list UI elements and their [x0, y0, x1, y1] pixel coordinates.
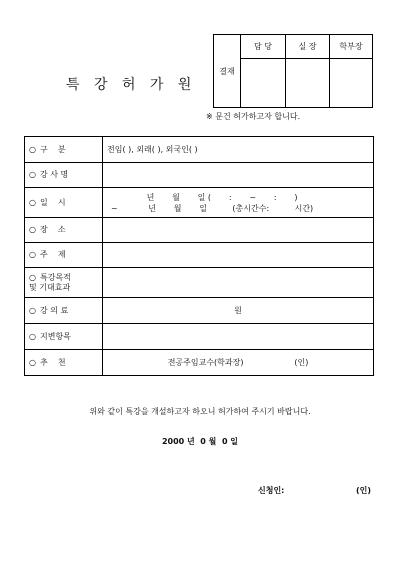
form-row-category	[25, 137, 373, 163]
location-field[interactable]	[103, 218, 373, 242]
approval-column-header: 학부장	[330, 35, 372, 59]
datetime-field[interactable]	[103, 188, 373, 217]
approval-label: 결재	[214, 35, 241, 107]
bullet-circle-icon: ○	[29, 144, 36, 154]
lecture-permission-form	[24, 136, 374, 376]
form-label-text: 주 제	[39, 250, 66, 259]
form-label-text: 지변항목	[39, 331, 71, 341]
datetime-start-line: 년 월 일 ( : ~ : )	[111, 192, 298, 202]
approval-column-director	[286, 35, 330, 107]
bullet-circle-icon: ○	[29, 272, 36, 282]
category-field[interactable]: 전임( ), 외래( ), 외국인( )	[107, 145, 198, 154]
form-label	[25, 350, 103, 375]
recommendation-field[interactable]	[103, 350, 373, 375]
expense-item-field[interactable]	[103, 324, 373, 349]
request-statement: 위와 같이 특강을 개설하고자 하오니 허가하여 주시기 바랍니다.	[89, 407, 311, 416]
form-label	[25, 324, 103, 349]
approval-column-dean	[330, 35, 372, 107]
form-row-location	[25, 218, 373, 243]
form-row-datetime	[25, 188, 373, 218]
form-row-recommendation	[25, 350, 373, 375]
bullet-circle-icon: ○	[29, 170, 36, 179]
form-label	[25, 163, 103, 187]
form-label-text: 특강목적	[39, 272, 71, 282]
approval-note: ※ 문건 허가하고자 합니다.	[206, 112, 301, 121]
form-label-text: 강 의 료	[39, 305, 69, 315]
purpose-field[interactable]	[103, 268, 373, 297]
approval-column-header: 실 장	[286, 35, 329, 59]
document-title: 특 강 허 가 원	[66, 77, 197, 93]
form-label	[25, 218, 103, 242]
approval-column-header: 담 당	[241, 35, 285, 59]
bullet-circle-icon: ○	[29, 305, 36, 315]
form-label-text: 일 시	[39, 197, 66, 207]
approval-column-manager	[241, 35, 286, 107]
issue-date: 2000 년 0 월 0 일	[161, 437, 239, 446]
form-label	[25, 298, 103, 323]
applicant-label: 신청인:	[258, 486, 285, 495]
approval-box	[213, 34, 373, 108]
form-row-topic	[25, 243, 373, 268]
bullet-circle-icon: ○	[29, 250, 36, 259]
form-label	[25, 137, 103, 162]
recommendation-text: 전공주임교수(학과장) (인)	[167, 358, 309, 367]
form-label-text: 구 분	[39, 144, 66, 154]
topic-field[interactable]	[103, 243, 373, 267]
form-row-purpose	[25, 268, 373, 298]
form-row-instructor	[25, 163, 373, 188]
bullet-circle-icon: ○	[29, 357, 36, 367]
fee-field[interactable]: 원	[234, 306, 242, 315]
form-row-fee	[25, 298, 373, 324]
bullet-circle-icon: ○	[29, 197, 36, 207]
seal-mark: (인)	[356, 486, 372, 495]
bullet-circle-icon: ○	[29, 225, 36, 234]
instructor-field[interactable]	[103, 163, 373, 187]
form-label-text: 및 기대효과	[29, 282, 71, 292]
bullet-circle-icon: ○	[29, 331, 36, 341]
form-label-text: 강 사 명	[39, 170, 69, 179]
form-label-text: 장 소	[39, 225, 66, 234]
form-label	[25, 188, 103, 217]
form-label	[25, 268, 103, 297]
form-label	[25, 243, 103, 267]
form-label-text: 추 천	[39, 357, 66, 367]
form-row-expense-item	[25, 324, 373, 350]
datetime-end-line: ~ 년 월 일 (총시간수: 시간)	[111, 203, 314, 213]
